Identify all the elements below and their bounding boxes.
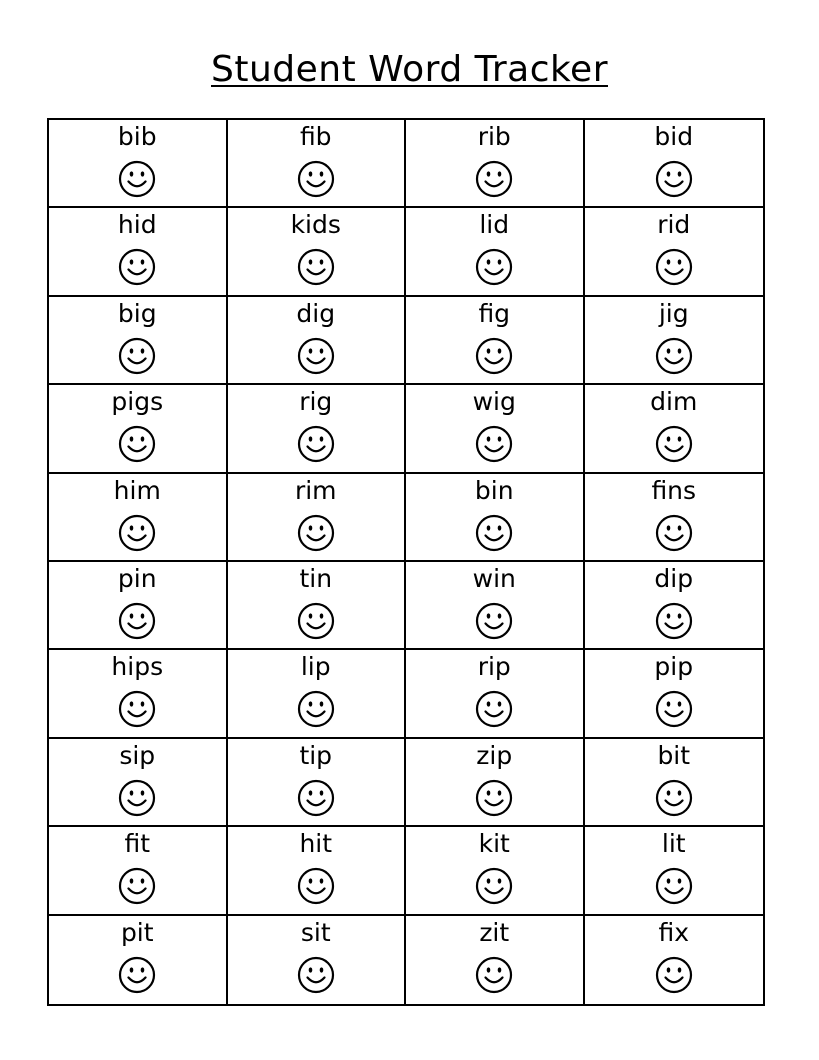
word-label: dim [650,387,698,417]
word-cell [49,827,228,915]
word-cell [585,739,764,827]
word-cell [228,916,407,1004]
word-tracker-grid [47,118,765,1006]
smiley-face-icon[interactable] [655,690,693,728]
word-cell [228,739,407,827]
word-cell [49,650,228,738]
smiley-face-icon[interactable] [655,337,693,375]
smiley-face-icon[interactable] [655,248,693,286]
word-cell [228,650,407,738]
word-cell [228,474,407,562]
word-cell [585,385,764,473]
word-cell [49,562,228,650]
smiley-face-icon[interactable] [475,956,513,994]
word-label: rib [477,122,511,151]
word-label: bin [474,475,514,505]
smiley-face-icon[interactable] [475,867,513,905]
smiley-face-icon[interactable] [475,160,513,198]
word-label: zit [479,917,510,947]
smiley-face-icon[interactable] [118,867,156,905]
smiley-face-icon[interactable] [655,514,693,552]
smiley-face-icon[interactable] [297,867,335,905]
word-cell [406,739,585,827]
word-label: rip [477,652,511,682]
word-label: tip [299,740,333,770]
word-cell [406,208,585,296]
word-cell [585,916,764,1004]
smiley-face-icon[interactable] [118,514,156,552]
smiley-face-icon[interactable] [297,602,335,640]
word-cell [406,650,585,738]
smiley-face-icon[interactable] [655,956,693,994]
smiley-face-icon[interactable] [118,425,156,463]
smiley-face-icon[interactable] [655,779,693,817]
word-label: lip [300,652,331,682]
word-label: kit [478,829,510,859]
word-cell [585,120,764,208]
smiley-face-icon[interactable] [297,956,335,994]
word-label: hit [299,829,333,859]
smiley-face-icon[interactable] [297,425,335,463]
word-label: pigs [111,387,164,417]
word-label: fix [658,917,690,947]
word-cell [585,208,764,296]
smiley-face-icon[interactable] [475,425,513,463]
word-label: win [472,564,516,593]
word-cell [228,385,407,473]
smiley-face-icon[interactable] [297,779,335,817]
word-cell [49,120,228,208]
word-cell [585,562,764,650]
word-cell [406,385,585,473]
word-label: jig [658,298,689,328]
page-title [0,48,819,92]
smiley-face-icon[interactable] [118,160,156,198]
word-cell [585,297,764,385]
word-label: hid [117,210,157,240]
smiley-face-icon[interactable] [297,690,335,728]
word-cell [585,827,764,915]
smiley-face-icon[interactable] [655,425,693,463]
word-cell [585,474,764,562]
smiley-face-icon[interactable] [118,248,156,286]
smiley-face-icon[interactable] [118,779,156,817]
smiley-face-icon[interactable] [118,337,156,375]
word-cell [49,297,228,385]
word-label: fins [651,475,697,505]
smiley-face-icon[interactable] [475,690,513,728]
word-cell [228,827,407,915]
smiley-face-icon[interactable] [297,337,335,375]
word-cell [406,120,585,208]
word-label: rig [299,387,333,417]
word-label: kids [290,210,341,240]
word-label: bid [654,122,694,151]
smiley-face-icon[interactable] [475,779,513,817]
word-label: rim [294,475,337,505]
smiley-face-icon[interactable] [655,602,693,640]
word-label: sip [119,740,156,770]
word-cell [49,739,228,827]
word-cell [406,474,585,562]
word-label: bib [117,122,157,151]
word-label: hips [111,652,164,682]
word-label: fib [299,122,332,151]
smiley-face-icon[interactable] [118,602,156,640]
smiley-face-icon[interactable] [297,514,335,552]
word-label: fit [124,829,151,859]
word-label: lit [661,829,686,859]
word-label: wig [472,387,516,417]
page-title-text: Student Word Tracker [211,49,608,90]
word-cell [228,208,407,296]
word-label: lid [479,210,510,240]
word-cell [406,562,585,650]
word-label: zip [476,740,513,770]
word-cell [585,650,764,738]
word-label: big [117,298,157,328]
word-cell [49,208,228,296]
smiley-face-icon[interactable] [118,690,156,728]
word-cell [49,474,228,562]
word-label: fig [478,298,511,328]
smiley-face-icon[interactable] [475,514,513,552]
smiley-face-icon[interactable] [475,337,513,375]
smiley-face-icon[interactable] [475,602,513,640]
word-cell [406,916,585,1004]
smiley-face-icon[interactable] [297,248,335,286]
word-label: tin [299,564,333,593]
word-label: rid [657,210,691,240]
smiley-face-icon[interactable] [655,867,693,905]
word-cell [228,562,407,650]
word-cell [49,916,228,1004]
word-label: pip [654,652,694,682]
word-label: him [113,475,161,505]
word-label: dip [654,564,694,593]
word-label: pit [120,917,154,947]
word-cell [406,827,585,915]
word-label: dig [296,298,336,328]
smiley-face-icon[interactable] [297,160,335,198]
word-label: bit [657,740,691,770]
smiley-face-icon[interactable] [118,956,156,994]
word-label: pin [117,564,157,593]
smiley-face-icon[interactable] [655,160,693,198]
smiley-face-icon[interactable] [475,248,513,286]
word-cell [228,297,407,385]
word-label: sit [300,917,331,947]
word-cell [406,297,585,385]
word-cell [49,385,228,473]
word-cell [228,120,407,208]
